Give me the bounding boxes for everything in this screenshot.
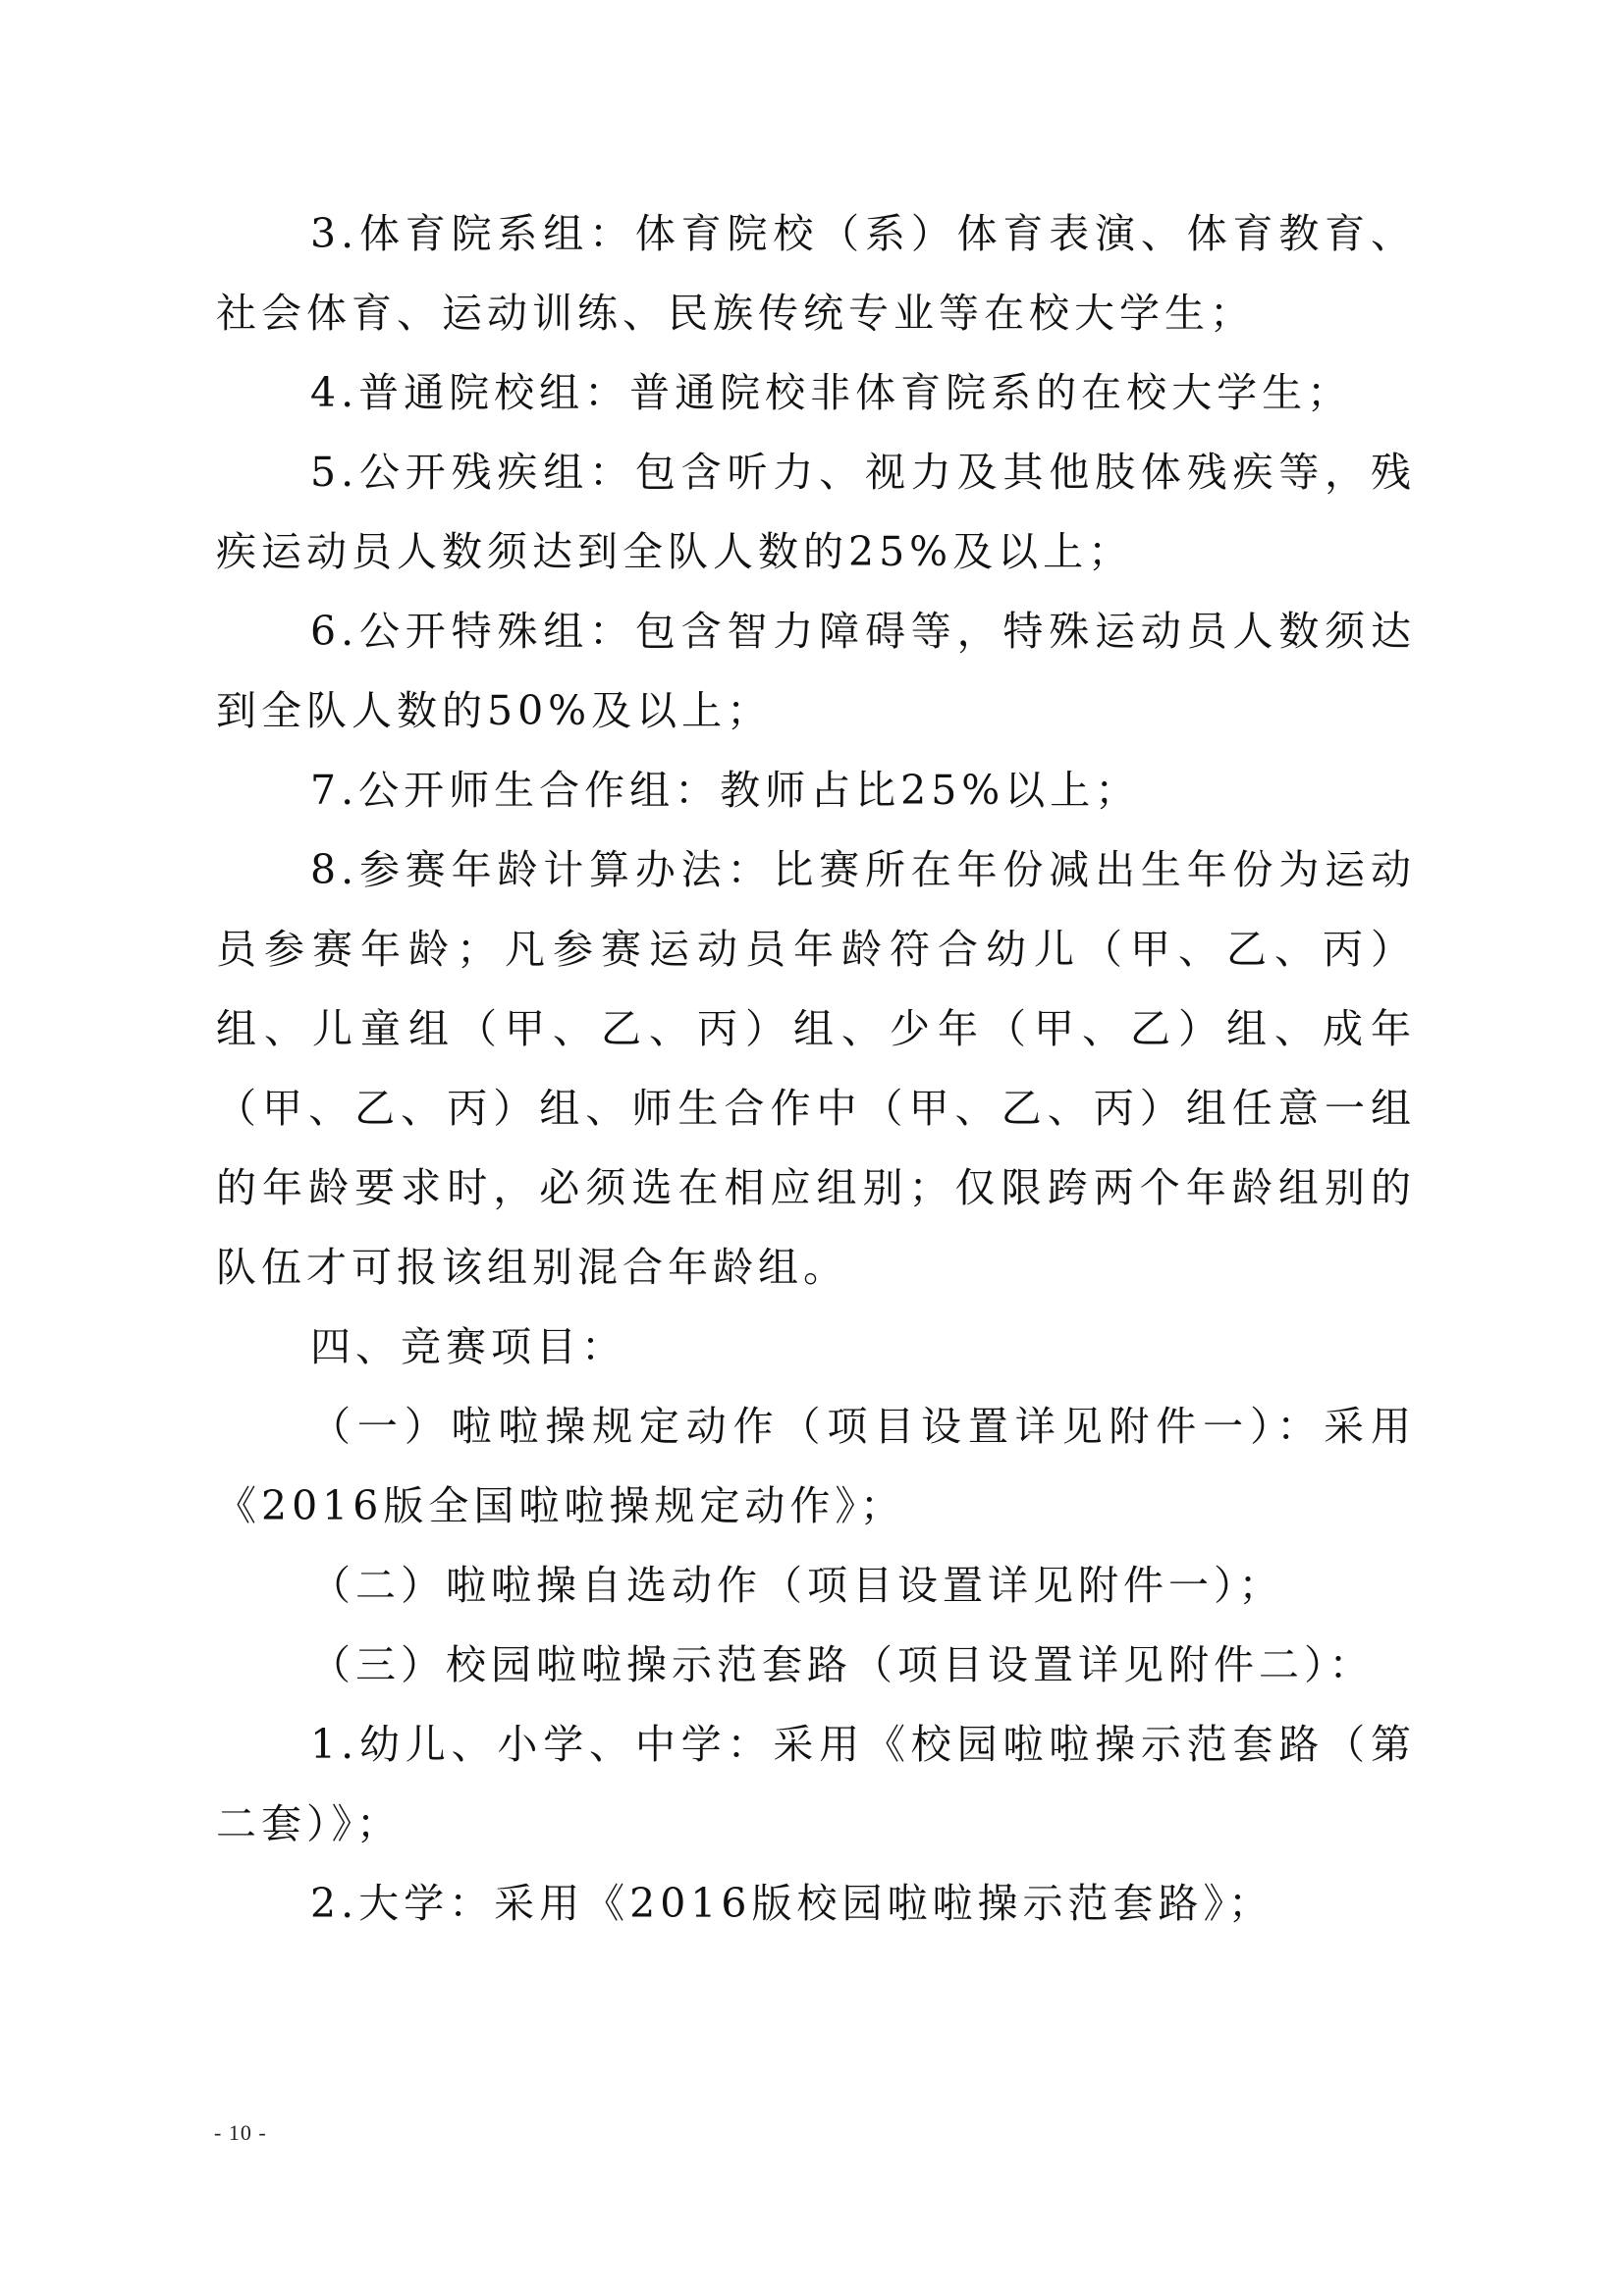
- paragraph-group-4-regular-colleges: 4.普通院校组：普通院校非体育院系的在校大学生；: [310, 369, 1353, 416]
- paragraph-group-6-open-special: 6.公开特殊组：包含智力障碍等，特殊运动员人数须达到全队人数的50%及以上；: [216, 608, 1416, 734]
- paragraph-age-calculation: 8.参赛年龄计算办法：比赛所在年份减出生年份为运动员参赛年龄；凡参赛运动员年龄符合幼儿（甲、乙、丙）组、儿童组（甲、乙、丙）组、少年（甲、乙）组、成年（甲、乙、丙）组、师生合作中（甲、乙、丙）组任意一组的年龄要求时，必须选在相应组别；仅限跨两个年龄组别的队伍才可报该组别混合年龄组。: [216, 846, 1416, 1291]
- page-number: - 10 -: [214, 2120, 267, 2145]
- paragraph-event-3-campus-demo: （三）校园啦啦操示范套路（项目设置详见附件二）：: [310, 1641, 1375, 1688]
- paragraph-group-5-open-disabled: 5.公开残疾组：包含听力、视力及其他肢体残疾等，残疾运动员人数须达到全队人数的25%及以上；: [216, 449, 1416, 575]
- paragraph-event-2-optional: （二）啦啦操自选动作（项目设置详见附件一）；: [310, 1562, 1284, 1609]
- paragraph-campus-kids-schools: 1.幼儿、小学、中学：采用《校园啦啦操示范套路（第二套）》；: [216, 1721, 1416, 1847]
- paragraph-event-1-compulsory: （一）啦啦操规定动作（项目设置详见附件一）：采用《2016版全国啦啦操规定动作》；: [216, 1403, 1416, 1529]
- paragraph-campus-university: 2.大学：采用《2016版校园啦啦操示范套路》；: [310, 1880, 1273, 1927]
- document-body: [216, 194, 1416, 1944]
- section-heading-competition-events: 四、竞赛项目：: [310, 1323, 626, 1370]
- paragraph-group-7-teacher-student: 7.公开师生合作组：教师占比25%以上；: [310, 767, 1141, 814]
- paragraph-group-3-sports-colleges: 3.体育院系组：体育院校（系）体育表演、体育教育、社会体育、运动训练、民族传统专业等在校大学生；: [216, 210, 1416, 337]
